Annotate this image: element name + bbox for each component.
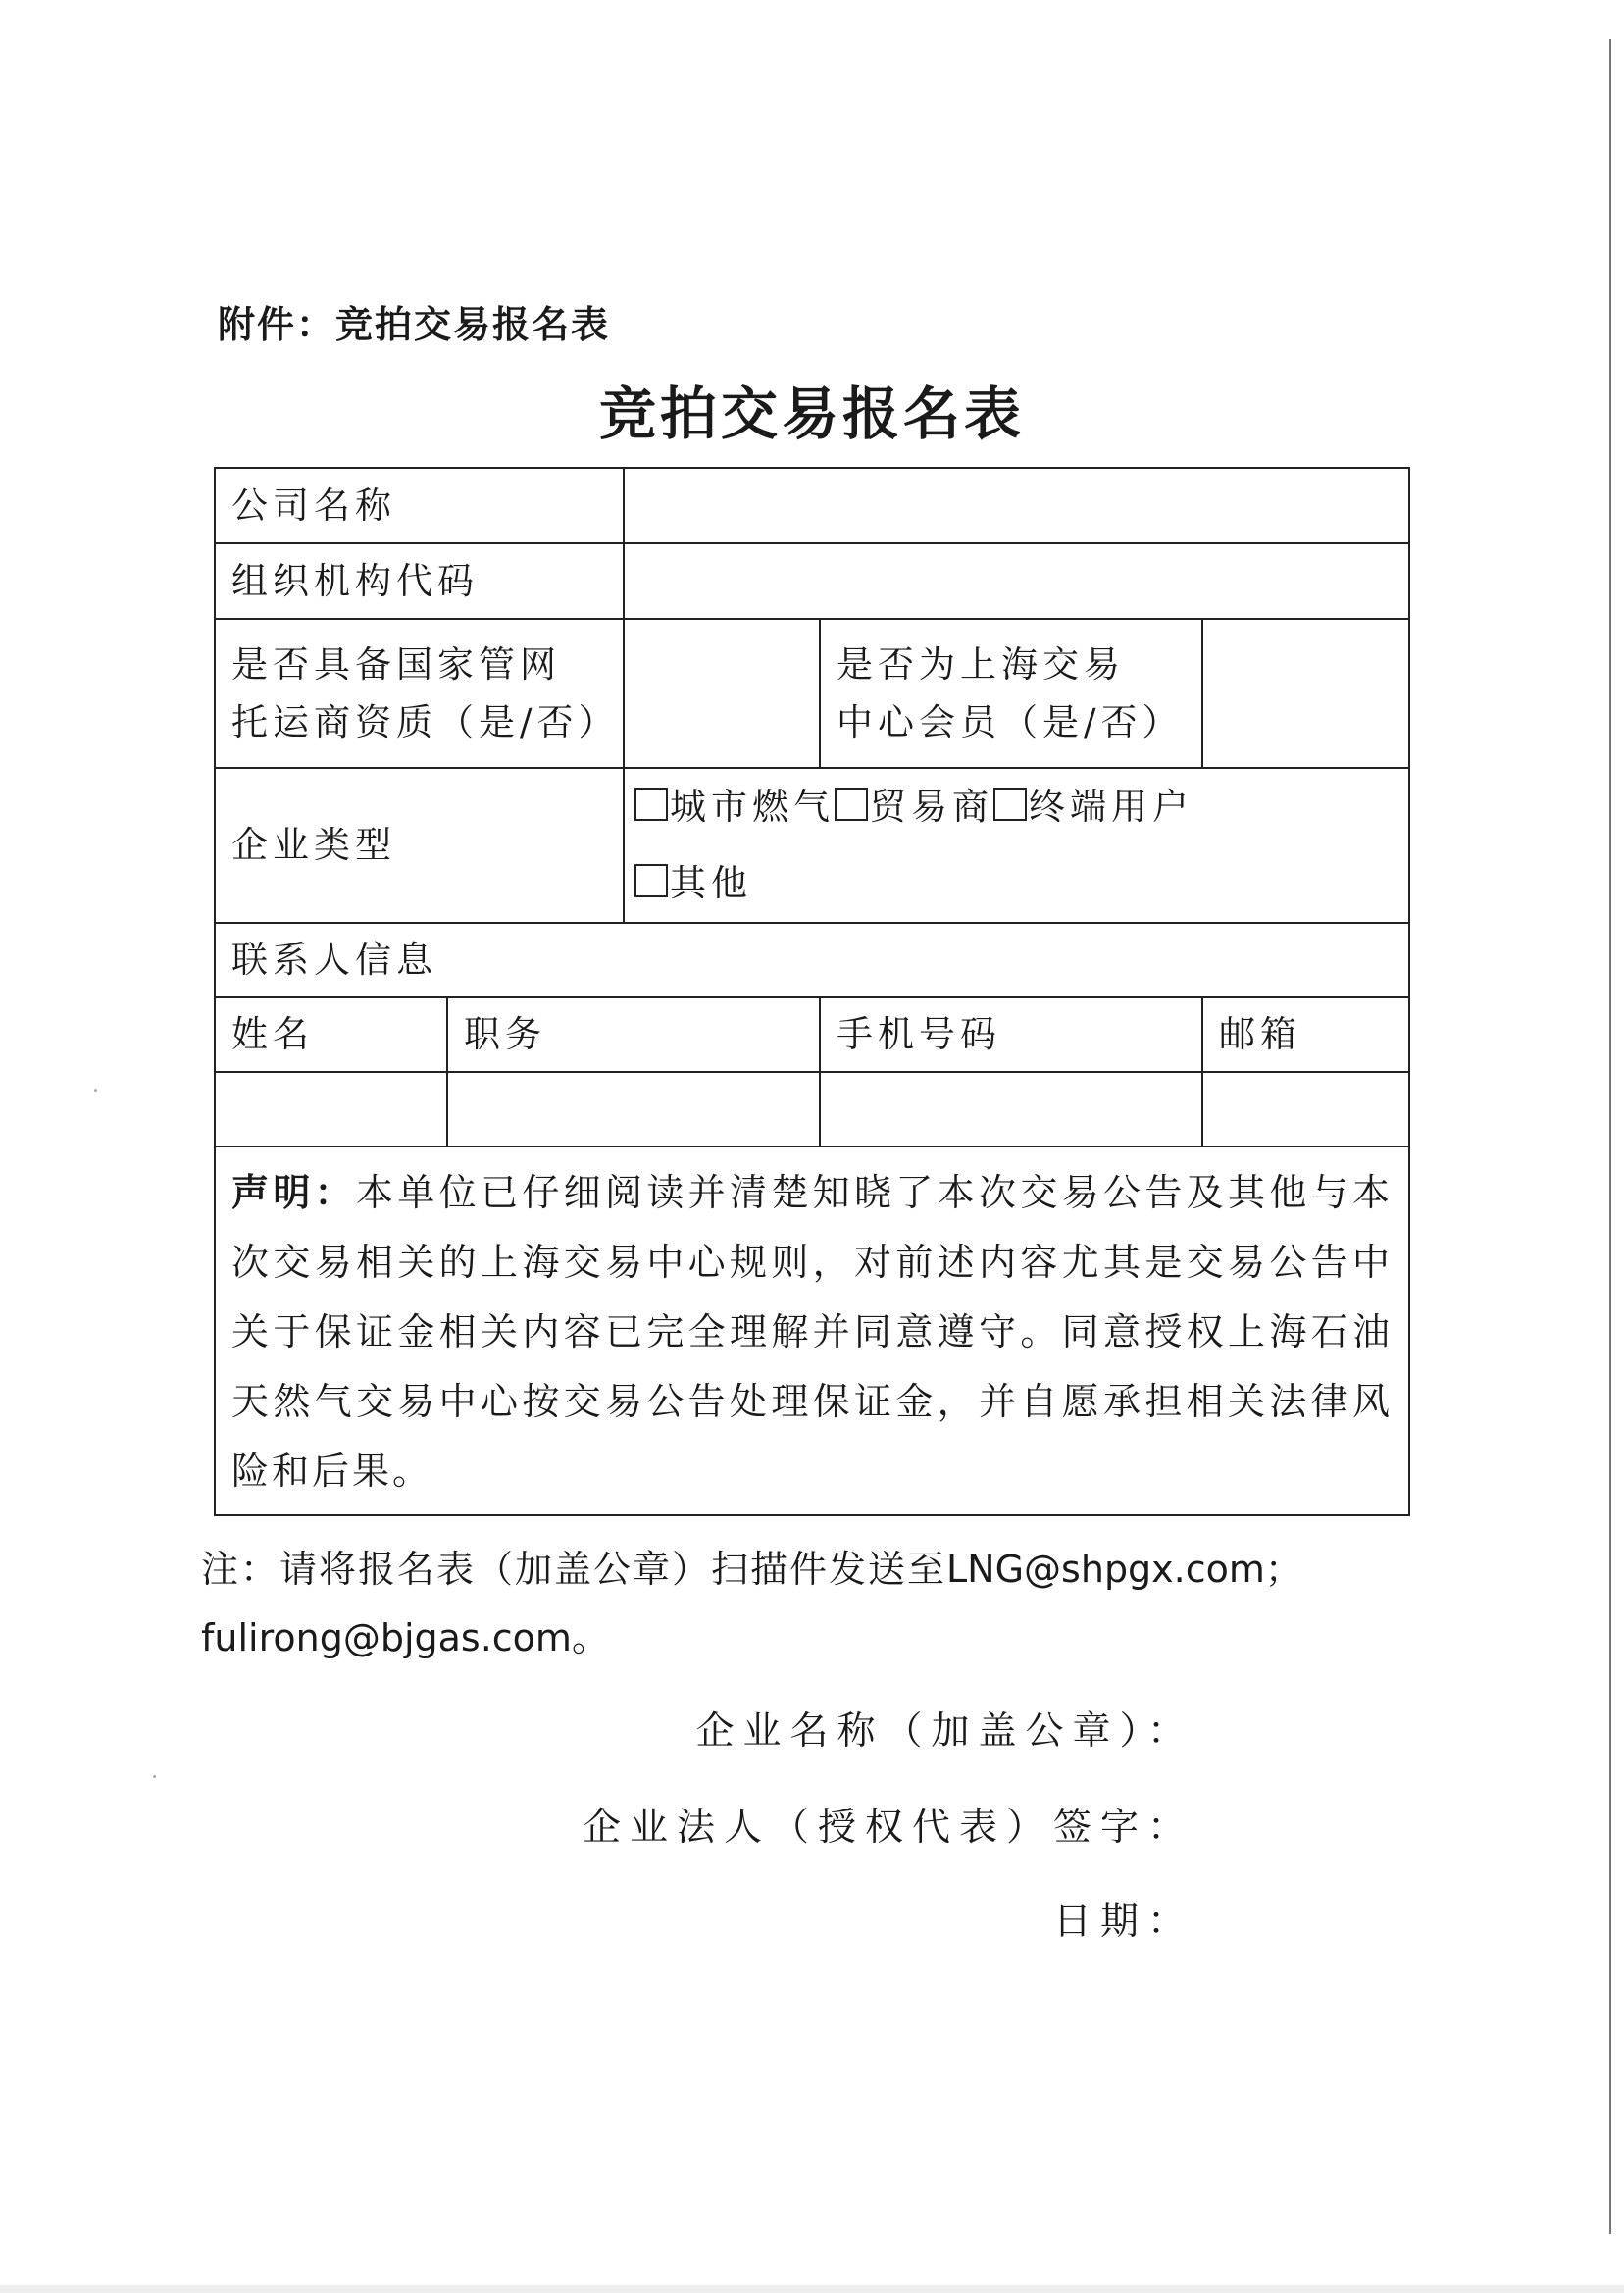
header-name: 姓名 [215, 997, 447, 1072]
row-contact-headers [215, 997, 1409, 1072]
signature-company-seal: 企业名称（加盖公章）： [695, 1709, 1194, 1754]
note-end: 。 [571, 1616, 611, 1659]
field-org-code[interactable] [624, 543, 1409, 619]
field-pipeline-qualification[interactable] [624, 619, 820, 768]
label-member [820, 619, 1202, 768]
option-trader: 贸易商 [870, 786, 993, 828]
form-title: 竞拍交易报名表 [598, 381, 1025, 447]
header-position: 职务 [447, 997, 820, 1072]
note-prefix: 注：请将报名表（加盖公章）扫描件发送至 [201, 1548, 947, 1591]
row-company-name [215, 468, 1409, 543]
scan-bottom-shade [0, 2285, 1624, 2293]
note-email-2[interactable]: fulirong@bjgas.com [201, 1616, 572, 1659]
field-company-name[interactable] [624, 468, 1409, 543]
label-pipeline-line1: 是否具备国家管网 [231, 642, 561, 686]
statement-cell [215, 1146, 1409, 1515]
attachment-label: 附件：竞拍交易报名表 [218, 303, 611, 346]
submission-note [201, 1535, 1417, 1672]
option-city-gas: 城市燃气 [670, 786, 835, 828]
signature-date: 日期： [1052, 1900, 1194, 1944]
label-member-line2: 中心会员（是/否） [837, 701, 1184, 743]
field-contact-phone[interactable] [820, 1072, 1202, 1146]
row-qualification [215, 619, 1409, 768]
enterprise-type-options [624, 768, 1409, 923]
checkbox-other[interactable] [634, 864, 668, 897]
label-enterprise-type: 企业类型 [215, 768, 624, 923]
field-member[interactable] [1202, 619, 1409, 768]
header-email: 邮箱 [1202, 997, 1409, 1072]
checkbox-end-user[interactable] [993, 788, 1027, 821]
checkbox-trader[interactable] [835, 788, 868, 821]
label-company-name: 公司名称 [215, 468, 624, 543]
option-other: 其他 [670, 862, 752, 904]
row-enterprise-type [215, 768, 1409, 923]
header-phone: 手机号码 [820, 997, 1202, 1072]
field-contact-name[interactable] [215, 1072, 447, 1146]
scan-dot [94, 1089, 97, 1092]
label-contact-info: 联系人信息 [215, 923, 1409, 997]
row-org-code [215, 543, 1409, 619]
signature-legal-rep: 企业法人（授权代表）签字： [582, 1806, 1194, 1850]
note-separator: ； [1264, 1548, 1304, 1591]
label-member-line1: 是否为上海交易 [837, 642, 1125, 686]
row-contact-info [215, 923, 1409, 997]
statement-text: 本单位已仔细阅读并清楚知晓了本次交易公告及其他与本次交易相关的上海交易中心规则，对前述内容尤其是交易公告中关于保证金相关内容已完全理解并同意遵守。同意授权上海石油天然气交易中心按交易公告处理保证金，并自愿承担相关法律风险和后果。 [231, 1171, 1393, 1493]
row-statement [215, 1146, 1409, 1515]
scan-dot [153, 1775, 156, 1778]
registration-form-table [214, 467, 1408, 1516]
field-contact-email[interactable] [1202, 1072, 1409, 1146]
checkbox-city-gas[interactable] [634, 788, 668, 821]
label-pipeline-qualification [215, 619, 624, 768]
field-contact-position[interactable] [447, 1072, 820, 1146]
label-org-code: 组织机构代码 [215, 543, 624, 619]
note-email-1[interactable]: LNG@shpgx.com [946, 1548, 1265, 1591]
row-contact-values [215, 1072, 1409, 1146]
statement-label: 声明： [231, 1170, 356, 1214]
label-pipeline-line2: 托运商资质（是/否） [231, 701, 620, 743]
option-end-user: 终端用户 [1029, 786, 1193, 828]
